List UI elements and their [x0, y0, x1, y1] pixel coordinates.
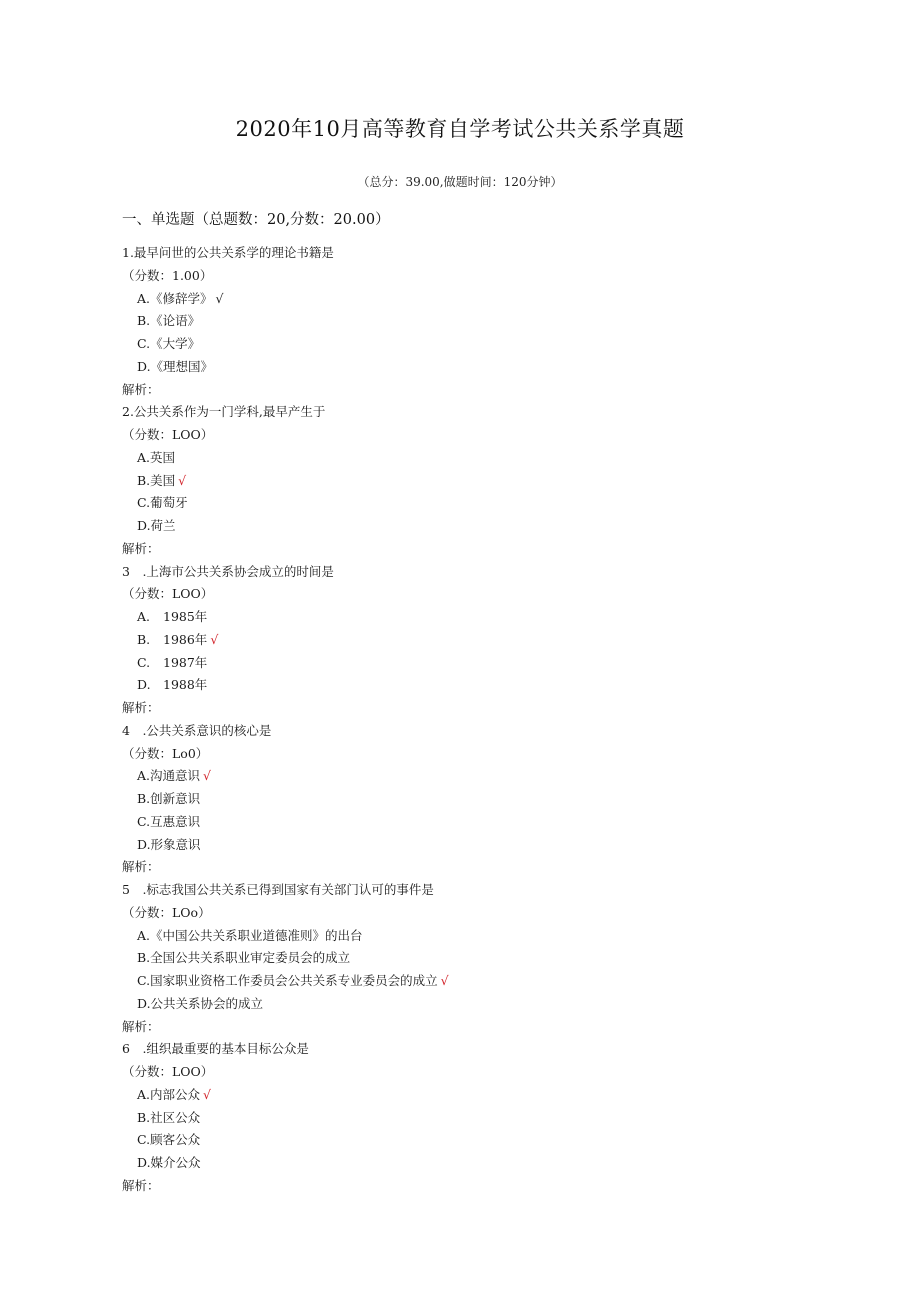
option-text: D.媒介公众: [137, 1155, 201, 1170]
answer-option: [122, 606, 822, 629]
question-stem: 6 .组织最重要的基本目标公众是: [122, 1041, 309, 1057]
option-letter: B.: [137, 631, 151, 647]
option-text: C.葡萄牙: [137, 495, 188, 511]
option-text: A.英国: [137, 449, 176, 465]
option-text: A.《中国公共关系职业道德准则》的出台: [137, 927, 363, 943]
answer-option: [122, 470, 822, 493]
analysis-label: 解析：: [122, 859, 160, 875]
option-text: A.沟通意识: [137, 768, 201, 784]
option-text: B.美国: [137, 472, 176, 488]
option-text: C.《大学》: [137, 336, 201, 351]
answer-option: [122, 333, 822, 356]
question-block: [122, 720, 822, 879]
answer-option: [122, 1084, 822, 1107]
correct-check-icon: √: [210, 631, 219, 647]
option-letter: A.: [137, 609, 151, 624]
question-block: [122, 1038, 822, 1197]
option-text: 1986年: [163, 631, 208, 647]
answer-option: [122, 356, 822, 379]
option-text: D.《理想国》: [137, 358, 214, 374]
analysis-label: 解析：: [122, 700, 160, 715]
question-score: （分数：1.00）: [122, 267, 213, 283]
answer-option: [122, 447, 822, 470]
answer-option: [122, 492, 822, 515]
option-text: B.社区公众: [137, 1109, 201, 1125]
answer-option: [122, 788, 822, 811]
analysis-label: 解析：: [122, 1018, 160, 1034]
answer-option: [122, 629, 822, 652]
option-text: A.《修辞学》: [137, 290, 213, 306]
answer-option: [122, 674, 822, 697]
question-stem: 3 .上海市公共关系协会成立的时间是: [122, 563, 334, 579]
question-score: （分数：LOO）: [122, 427, 214, 442]
answer-option: [122, 925, 822, 948]
answer-option: [122, 811, 822, 834]
option-text: 1988年: [163, 677, 208, 693]
answer-option: [122, 834, 822, 857]
question-score: （分数：LOo）: [122, 904, 211, 920]
option-text: B.全国公共关系职业审定委员会的成立: [137, 950, 351, 966]
answer-option: [122, 947, 822, 970]
answer-option: [122, 310, 822, 333]
option-letter: C.: [137, 654, 151, 670]
question-block: [122, 242, 822, 401]
question-stem: 1.最早问世的公共关系学的理论书籍是: [122, 245, 334, 260]
question-score: （分数：LOO）: [122, 586, 214, 602]
correct-check-icon: √: [215, 290, 224, 306]
answer-option: [122, 288, 822, 311]
question-stem: 4 .公共关系意识的核心是: [122, 722, 272, 738]
question-score: （分数：Lo0）: [122, 745, 209, 761]
question-list: [122, 242, 822, 1198]
analysis-label: 解析：: [122, 1177, 160, 1193]
question-block: [122, 561, 822, 720]
option-text: D.公共关系协会的成立: [137, 995, 264, 1011]
option-text: A.内部公众: [137, 1086, 201, 1102]
option-letter: D.: [137, 677, 151, 693]
analysis-label: 解析：: [122, 540, 160, 556]
question-block: [122, 401, 822, 560]
question-stem: 5 .标志我国公共关系已得到国家有关部门认可的事件是: [122, 882, 434, 897]
answer-option: [122, 1129, 822, 1152]
option-text: D.荷兰: [137, 518, 176, 533]
correct-check-icon: √: [178, 472, 187, 488]
option-text: 1987年: [163, 654, 208, 670]
option-text: C.国家职业资格工作委员会公共关系专业委员会的成立: [137, 973, 438, 988]
answer-option: [122, 1107, 822, 1130]
option-text: C.顾客公众: [137, 1132, 201, 1148]
answer-option: [122, 1152, 822, 1175]
option-text: B.创新意识: [137, 791, 201, 806]
analysis-label: 解析：: [122, 381, 160, 397]
answer-option: [122, 970, 822, 993]
question-block: [122, 879, 822, 1038]
option-text: D.形象意识: [137, 836, 201, 852]
option-text: C.互惠意识: [137, 813, 201, 829]
answer-option: [122, 515, 822, 538]
correct-check-icon: √: [440, 973, 449, 988]
question-stem: 2.公共关系作为一门学科,最早产生于: [122, 404, 326, 420]
correct-check-icon: √: [203, 768, 211, 784]
option-text: 1985年: [163, 609, 208, 624]
question-score: （分数：LOO）: [122, 1064, 214, 1079]
answer-option: [122, 765, 822, 788]
answer-option: [122, 652, 822, 675]
page-title: 2020年10月高等教育自学考试公共关系学真题: [235, 117, 685, 141]
option-text: B.《论语》: [137, 313, 201, 329]
answer-option: [122, 993, 822, 1016]
exam-meta: （总分：39.00,做题时间：120分钟）: [357, 175, 563, 189]
section-heading: 一、单选题（总题数：20,分数：20.00）: [122, 212, 390, 228]
correct-check-icon: √: [203, 1086, 211, 1102]
